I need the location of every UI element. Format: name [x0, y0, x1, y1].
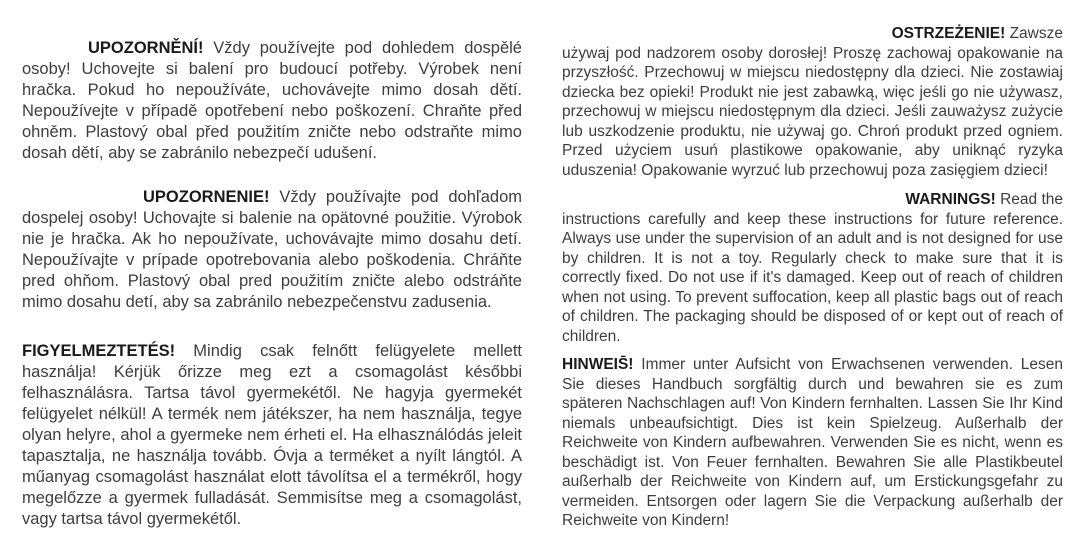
warning-heading-english: WARNINGS! — [905, 191, 996, 208]
warning-lead-polish: Zawsze — [1009, 25, 1063, 42]
warning-heading-line-polish — [562, 24, 1063, 44]
warning-heading-czech: UPOZORNĚNÍ! — [88, 39, 204, 57]
warning-body-slovak: Vždy používajte pod dohľadom dospelej osoby! Uchovajte si balenie na opätovné použitie. Výrobok nie je hračka. Ak ho nepoužívate, uchovávajte mimo dosahu detí. Nepoužívajte v prípade opotrebovania alebo poškodenia. Chráňte pred ohňom. Plastový obal pred použitím zničte alebo odstráňte mimo dosahu detí, aby sa zabránilo nebezpečenstvu zadusenia. — [22, 188, 522, 311]
warning-paragraph-german — [562, 355, 1063, 531]
warning-body-hungarian: Mindig csak felnőtt felügyelete mellett használja! Kérjük őrizze meg ezt a csomagolást későbbi felhasználásra. Tartsa távol gyermekétől. Ne hagyja gyermekét felügyelet nélkül! A termék nem játékszer, ha nem használja, tegye olyan helyre, ahol a gyermeke nem érheti el. Ha elhasználódás jeleit tapasztalja, ne használja tovább. Óvja a terméket a nyílt lángtól. A műanyag csomagolást használat elott távolítsa el a termékről, hogy megelőzze a gyermek fulladását. Semmisítse meg a csomagolást, vagy tartsa távol gyermekétől. — [22, 342, 522, 528]
left-column — [22, 38, 522, 530]
warning-heading-slovak: UPOZORNENIE! — [143, 188, 270, 206]
warning-body-english: instructions carefully and keep these instructions for future reference. Always use under the supervision of an adult and is not designed for use by children. It is not a toy. Regularly check to make sure that it is correctly fixed. Do not use if it's damaged. Keep out of reach of children when not using. To prevent suffocation, keep all plastic bags out of reach of children. The packaging should be disposed of or kept out of reach of children. — [562, 210, 1063, 345]
warning-paragraph-czech — [22, 38, 522, 164]
warning-heading-german: HINWEIS̄! — [562, 356, 634, 373]
warning-heading-polish: OSTRZEŻENIE! — [891, 25, 1006, 42]
warning-paragraph-hungarian — [22, 341, 522, 530]
warning-body-polish: używaj pod nadzorem osoby dorosłej! Proszę zachowaj opakowanie na przyszłość. Przechowuj w miejscu niedostępny dla dzieci. Nie zostawiaj dziecka bez opieki! Produkt nie jest zabawką, więc jeśli go nie używasz, przechowuj w miejscu niedostępnym dla dzieci. Jeśli zauważysz zużycie lub uszkodzenie produktu, nie używaj go. Chroń produkt przed ogniem. Przed użyciem usuń plastikowe opakowanie, aby uniknąć ryzyka uduszenia! Opakowanie wyrzuć lub przechowuj poza zasięgiem dzieci! — [562, 44, 1063, 179]
warning-lead-english: Read the — [1000, 191, 1063, 208]
warning-paragraph-slovak — [22, 187, 522, 313]
warning-heading-hungarian: FIGYELMEZTETÉS! — [22, 342, 176, 360]
warning-body-german: Immer unter Aufsicht von Erwachsenen verwenden. Lesen Sie dieses Handbuch sorgfältig durch und bewahren sie es zum späteren Nachschlagen auf! Von Kindern fernhalten. Lassen Sie Ihr Kind niemals unbeaufsichtigt. Dies ist kein Spielzeug. Außerhalb der Reichweite von Kindern aufbewahren. Verwenden Sie es nicht, wenn es beschädigt ist. Von Feuer fernhalten. Bewahren Sie alle Plastikbeutel außerhalb der Reichweite von Kindern auf, um Erstickungsgefahr zu vermeiden. Entsorgen oder lagern Sie die Verpackung außerhalb der Reichweite von Kindern! — [562, 356, 1063, 529]
warning-body-czech: Vždy používejte pod dohledem dospělé osoby! Uchovejte si balení pro budoucí potřeby. Výrobek není hračka. Pokud ho nepoužíváte, uchovávejte mimo dosah dětí. Nepoužívejte v případě opotřebení nebo poškození. Chraňte před ohněm. Plastový obal před použitím zničte nebo odstraňte mimo dosah dětí, aby se zabránilo nebezpečí udušení. — [22, 39, 522, 162]
warning-heading-line-english — [562, 190, 1063, 210]
right-column — [562, 24, 1063, 531]
